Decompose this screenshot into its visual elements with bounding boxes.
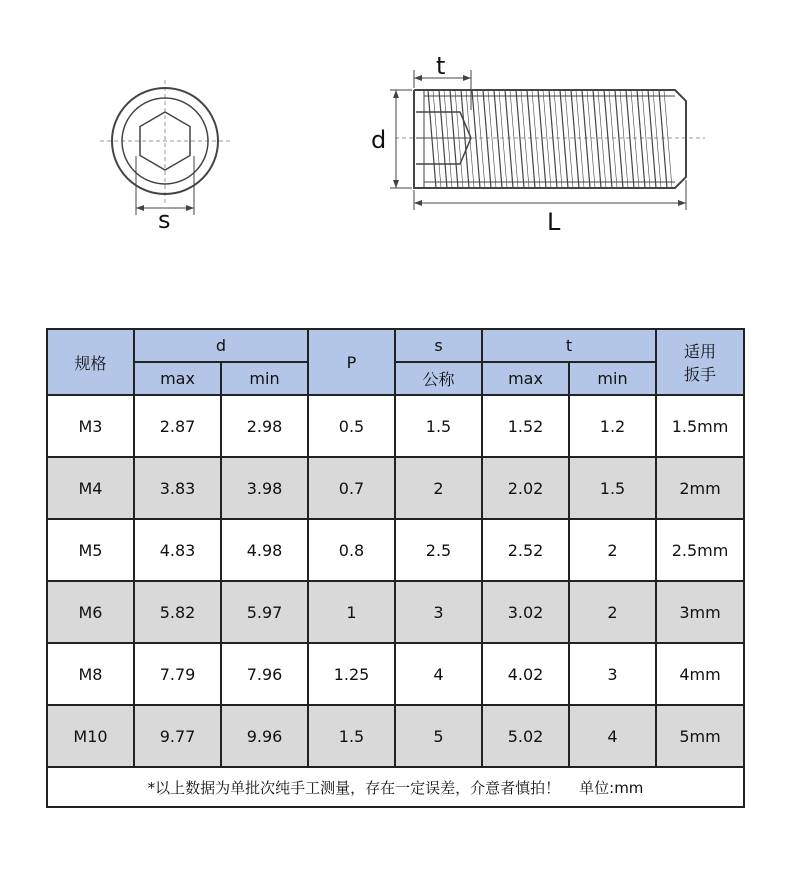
cell-s: 5 — [395, 705, 482, 767]
cell-s: 2 — [395, 457, 482, 519]
cell-s: 3 — [395, 581, 482, 643]
cell-t-max: 1.52 — [482, 395, 569, 457]
cell-s: 2.5 — [395, 519, 482, 581]
header-wrench-line2: 扳手 — [683, 365, 716, 384]
cell-spec: M5 — [47, 519, 134, 581]
cell-d-min: 2.98 — [221, 395, 308, 457]
table-row — [47, 395, 744, 457]
end-view-drawing — [100, 80, 230, 215]
cell-spec: M6 — [47, 581, 134, 643]
cell-wrench: 4mm — [656, 643, 744, 705]
table-row — [47, 519, 744, 581]
cell-d-max: 5.82 — [134, 581, 221, 643]
header-t-min: min — [569, 362, 656, 395]
dimension-label-s: s — [158, 206, 171, 234]
cell-t-min: 2 — [569, 519, 656, 581]
cell-t-max: 5.02 — [482, 705, 569, 767]
header-wrench — [656, 329, 744, 395]
header-d-max: max — [134, 362, 221, 395]
cell-t-max: 2.02 — [482, 457, 569, 519]
cell-d-max: 4.83 — [134, 519, 221, 581]
cell-d-min: 3.98 — [221, 457, 308, 519]
header-s-nominal: 公称 — [395, 362, 482, 395]
cell-d-min: 7.96 — [221, 643, 308, 705]
cell-spec: M10 — [47, 705, 134, 767]
cell-d-min: 9.96 — [221, 705, 308, 767]
header-s: s — [395, 329, 482, 362]
dimension-label-d: d — [371, 126, 387, 154]
table-row — [47, 457, 744, 519]
header-d: d — [134, 329, 308, 362]
cell-wrench: 2mm — [656, 457, 744, 519]
cell-t-max: 3.02 — [482, 581, 569, 643]
cell-wrench: 3mm — [656, 581, 744, 643]
cell-wrench: 2.5mm — [656, 519, 744, 581]
spec-table — [46, 328, 745, 808]
header-t: t — [482, 329, 656, 362]
header-wrench-line1: 适用 — [683, 342, 716, 361]
cell-p: 1.5 — [308, 705, 395, 767]
table-row — [47, 643, 744, 705]
header-t-max: max — [482, 362, 569, 395]
table-row — [47, 581, 744, 643]
cell-d-min: 5.97 — [221, 581, 308, 643]
cell-d-max: 7.79 — [134, 643, 221, 705]
cell-wrench: 5mm — [656, 705, 744, 767]
cell-t-min: 1.5 — [569, 457, 656, 519]
cell-t-min: 1.2 — [569, 395, 656, 457]
cell-s: 4 — [395, 643, 482, 705]
cell-d-min: 4.98 — [221, 519, 308, 581]
header-p: P — [308, 329, 395, 395]
cell-p: 1 — [308, 581, 395, 643]
header-d-min: min — [221, 362, 308, 395]
header-spec: 规格 — [47, 329, 134, 395]
cell-t-min: 2 — [569, 581, 656, 643]
cell-p: 1.25 — [308, 643, 395, 705]
cell-t-min: 3 — [569, 643, 656, 705]
header-row-1 — [47, 329, 744, 362]
measurement-note: *以上数据为单批次纯手工测量，存在一定误差，介意者慎拍！ 单位:mm — [47, 767, 744, 807]
cell-p: 0.7 — [308, 457, 395, 519]
cell-spec: M3 — [47, 395, 134, 457]
cell-spec: M4 — [47, 457, 134, 519]
cell-d-max: 2.87 — [134, 395, 221, 457]
cell-s: 1.5 — [395, 395, 482, 457]
cell-spec: M8 — [47, 643, 134, 705]
cell-d-max: 3.83 — [134, 457, 221, 519]
cell-d-max: 9.77 — [134, 705, 221, 767]
cell-wrench: 1.5mm — [656, 395, 744, 457]
note-row — [47, 767, 744, 807]
side-view-drawing — [390, 70, 705, 210]
dimension-label-L: L — [547, 208, 561, 236]
header-row-2 — [47, 362, 744, 395]
cell-t-min: 4 — [569, 705, 656, 767]
technical-drawing — [0, 0, 790, 300]
dimension-label-t: t — [436, 52, 446, 80]
cell-t-max: 2.52 — [482, 519, 569, 581]
table-row — [47, 705, 744, 767]
cell-p: 0.8 — [308, 519, 395, 581]
cell-p: 0.5 — [308, 395, 395, 457]
cell-t-max: 4.02 — [482, 643, 569, 705]
